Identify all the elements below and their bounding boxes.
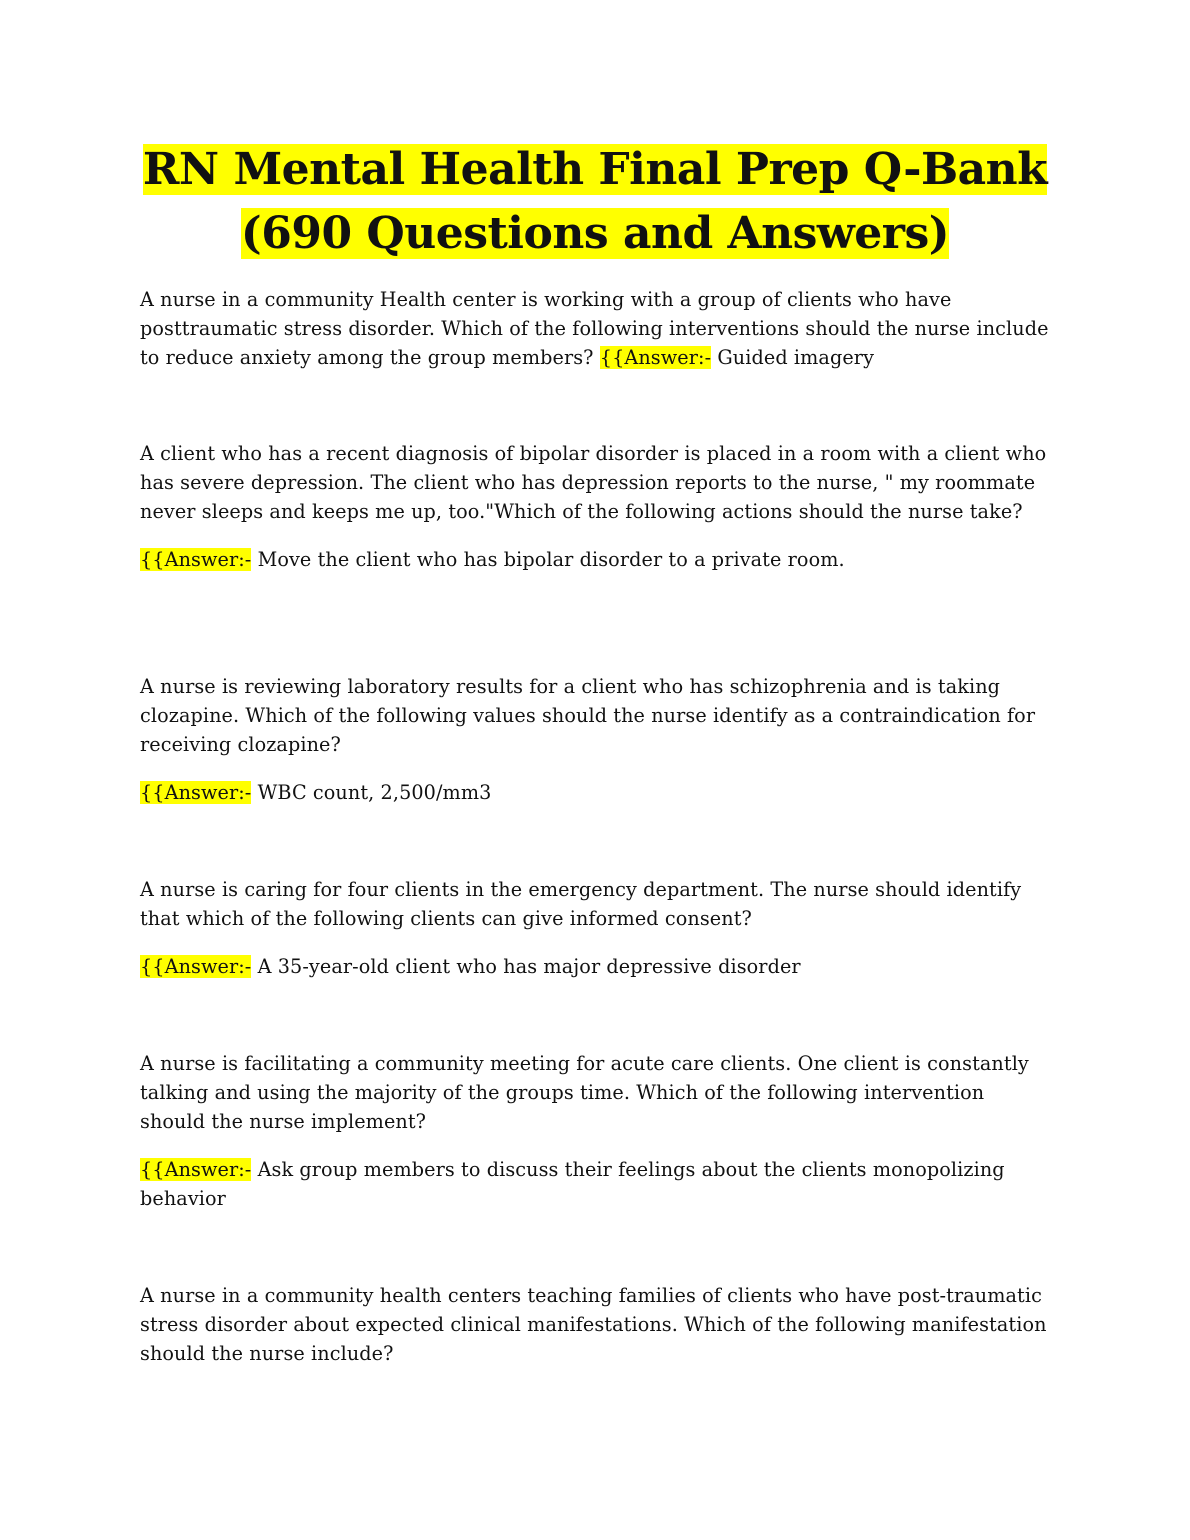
- qa-item-2: [140, 439, 1055, 574]
- qa-item-6: [140, 1281, 1055, 1368]
- question-text: A nurse in a community health centers teaching families of clients who have post-traumatic stress disorder about expected clinical manifestations. Which of the following manifestation should the nurse include?: [140, 1284, 1047, 1365]
- question-text: A nurse is facilitating a community meeting for acute care clients. One client is constantly talking and using the majority of the groups time. Which of the following intervention should the nurse implement?: [140, 1052, 1029, 1133]
- answer-text: Ask group members to discuss their feelings about the clients monopolizing behavior: [140, 1158, 1005, 1210]
- qa-item-3: [140, 672, 1055, 807]
- answer-marker: {{Answer:-: [140, 548, 252, 571]
- answer-marker: {{Answer:-: [140, 1158, 252, 1181]
- question-text: A nurse is reviewing laboratory results for a client who has schizophrenia and is taking clozapine. Which of the following values should the nurse identify as a contraindication for receiving clozapine?: [140, 675, 1036, 756]
- answer-text: WBC count, 2,500/mm3: [257, 781, 492, 804]
- question-text: A client who has a recent diagnosis of bipolar disorder is placed in a room with a client who has severe depression. The client who has depression reports to the nurse, " my roommate never sleeps and keeps me up, too."Which of the following actions should the nurse take?: [140, 442, 1047, 523]
- answer-text: A 35-year-old client who has major depressive disorder: [257, 955, 801, 978]
- qa-item-5: [140, 1049, 1055, 1213]
- question-text: A nurse in a community Health center is working with a group of clients who have posttraumatic stress disorder. Which of the following interventions should the nurse include to reduce anxiety among the group members?: [140, 288, 1049, 369]
- qa-item-1: [140, 285, 1055, 372]
- answer-text: Move the client who has bipolar disorder to a private room.: [257, 548, 845, 571]
- qa-item-4: [140, 875, 1055, 981]
- answer-marker: {{Answer:-: [599, 346, 712, 369]
- answer-text: Guided imagery: [717, 346, 875, 369]
- title-line-2: (690 Questions and Answers): [240, 208, 950, 259]
- title-line-1: RN Mental Health Final Prep Q-Bank: [142, 144, 1048, 195]
- answer-marker: {{Answer:-: [140, 955, 252, 978]
- answer-marker: {{Answer:-: [140, 781, 252, 804]
- question-text: A nurse is caring for four clients in the emergency department. The nurse should identify that which of the following clients can give informed consent?: [140, 878, 1022, 930]
- page-title: [0, 138, 1190, 266]
